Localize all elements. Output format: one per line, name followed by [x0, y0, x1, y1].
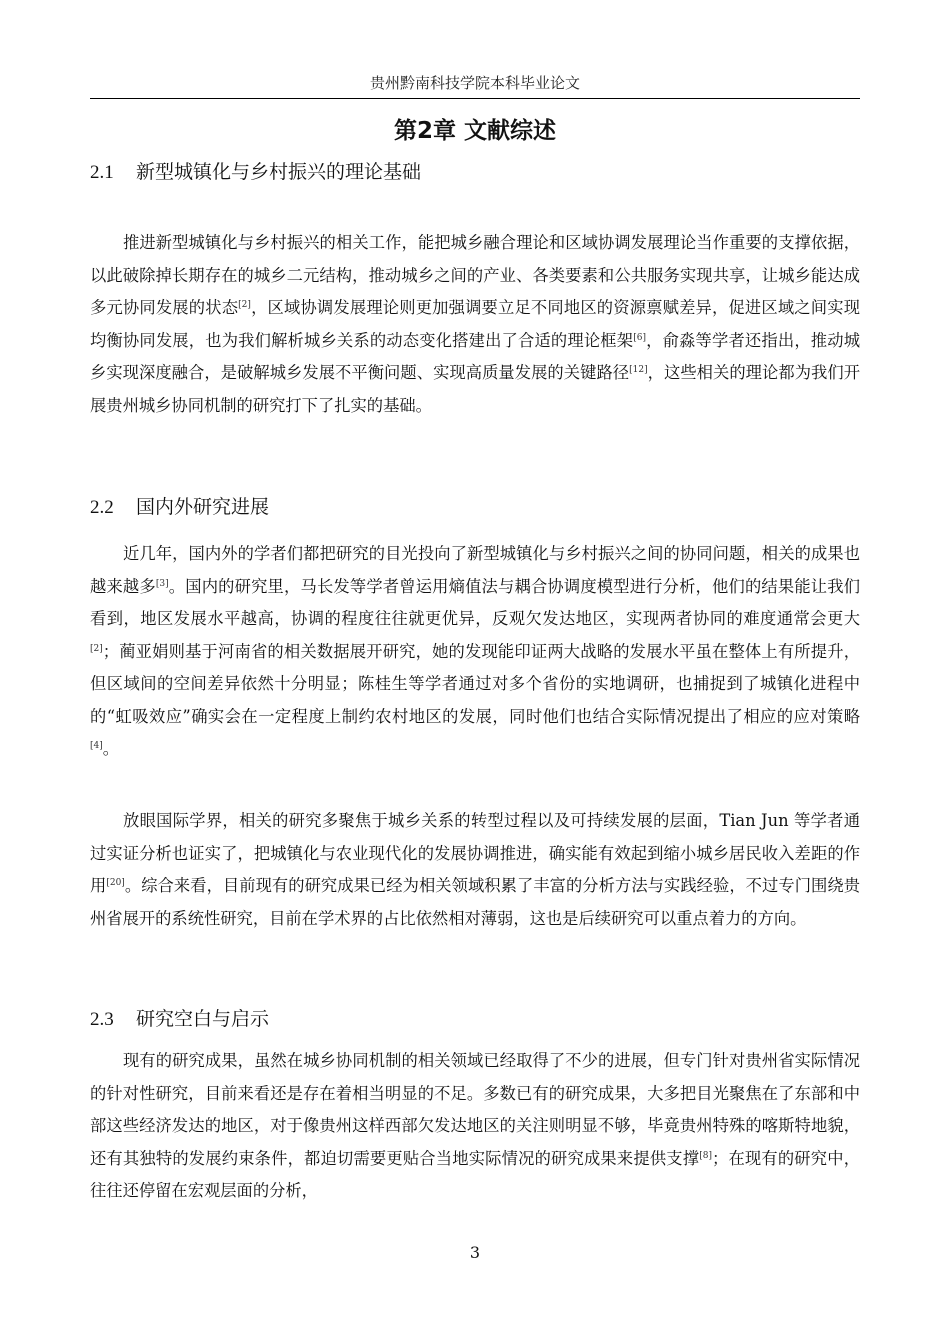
- citation-marker: [12]: [629, 365, 648, 375]
- citation-marker: [4]: [90, 741, 103, 751]
- text-run: 现有的研究成果，虽然在城乡协同机制的相关领域已经取得了不少的进展，但专门针对贵州省实际情况的针对性研究，目前来看还是存在着相当明显的不足。多数已有的研究成果，大多把目光聚焦在了东部和中部这些经济发达的地区，对于像贵州这样西部欠发达地区的关注则明显不够，毕竟贵州特殊的喀斯特地貌，还有其独特的发展约束条件，都迫切需要更贴合当地实际情况的研究成果来提供支撑: [90, 1051, 860, 1168]
- paragraph: [90, 1045, 860, 1208]
- text-run: ；在现有的研究中，往往还停留在宏观层面的分析，: [90, 1148, 860, 1200]
- text-run: ，区域协调发展理论则更加强调要立足不同地区的资源禀赋差异，促进区域之间实现均衡协同发展，也为我们解析城乡关系的动态变化搭建出了合适的理论框架: [90, 298, 860, 350]
- section-title: 新型城镇化与乡村振兴的理论基础: [136, 161, 422, 183]
- text-run: ，这些相关的理论都为我们开展贵州城乡协同机制的研究打下了扎实的基础。: [90, 363, 860, 415]
- text-run: ，俞淼等学者还指出，推动城乡实现深度融合，是破解城乡发展不平衡问题、实现高质量发展的关键路径: [90, 330, 860, 382]
- section-heading-2-2: [90, 492, 860, 523]
- section-number: 2.1: [90, 162, 114, 183]
- text-run: ；蔺亚娟则基于河南省的相关数据展开研究，她的发现能印证两大战略的发展水平虽在整体上有所提升，但区域间的空间差异依然十分明显；陈桂生等学者通过对多个省份的实地调研，也捕捉到了城镇化进程中的“虹吸效应”确实会在一定程度上制约农村地区的发展，同时他们也结合实际情况提出了相应的应对策略: [90, 641, 860, 726]
- section-heading-2-1: [90, 157, 860, 188]
- citation-marker: [6]: [633, 332, 646, 343]
- citation-marker: [8]: [699, 1150, 712, 1161]
- section-heading-2-3: [90, 1004, 860, 1035]
- paragraph: [90, 227, 860, 422]
- paragraph: [90, 538, 860, 766]
- text-run: 。: [102, 739, 120, 758]
- citation-marker: [20]: [106, 878, 125, 888]
- running-header: 贵州黔南科技学院本科毕业论文: [369, 74, 580, 92]
- section-number: 2.3: [90, 1009, 114, 1030]
- header-rule: [90, 98, 860, 99]
- section-title: 研究空白与启示: [136, 1008, 270, 1030]
- paragraph: [90, 805, 860, 935]
- chapter-title: 第2章 文献综述: [393, 118, 556, 144]
- section-title: 国内外研究进展: [136, 496, 270, 518]
- text-run: 推进新型城镇化与乡村振兴的相关工作，能把城乡融合理论和区域协调发展理论当作重要的支撑依据，以此破除掉长期存在的城乡二元结构，推动城乡之间的产业、各类要素和公共服务实现共享，让城乡能达成多元协同发展的状态: [90, 233, 860, 317]
- text-run: 近几年，国内外的学者们都把研究的目光投向了新型城镇化与乡村振兴之间的协同问题，相关的成果也越来越多: [90, 544, 860, 596]
- citation-marker: [2]: [90, 643, 103, 654]
- text-run: 。国内的研究里，马长发等学者曾运用熵值法与耦合协调度模型进行分析，他们的结果能让我们看到，地区发展水平越高，协调的程度往往就更优异，反观欠发达地区，实现两者协同的难度通常会更大: [90, 576, 860, 628]
- section-number: 2.2: [90, 497, 114, 518]
- page-number: 3: [469, 1243, 481, 1262]
- citation-marker: [2]: [238, 300, 251, 310]
- text-run: 。综合来看，目前现有的研究成果已经为相关领域积累了丰富的分析方法与实践经验，不过专门围绕贵州省展开的系统性研究，目前在学术界的占比依然相对薄弱，这也是后续研究可以重点着力的方向。: [90, 876, 860, 928]
- citation-marker: [3]: [155, 578, 169, 589]
- text-run: 放眼国际学界，相关的研究多聚焦于城乡关系的转型过程以及可持续发展的层面，Tian Jun 等学者通过实证分析也证实了，把城镇化与农业现代化的发展协调推进，确实能有效起到缩小城乡居民收入差距的作用: [90, 811, 860, 895]
